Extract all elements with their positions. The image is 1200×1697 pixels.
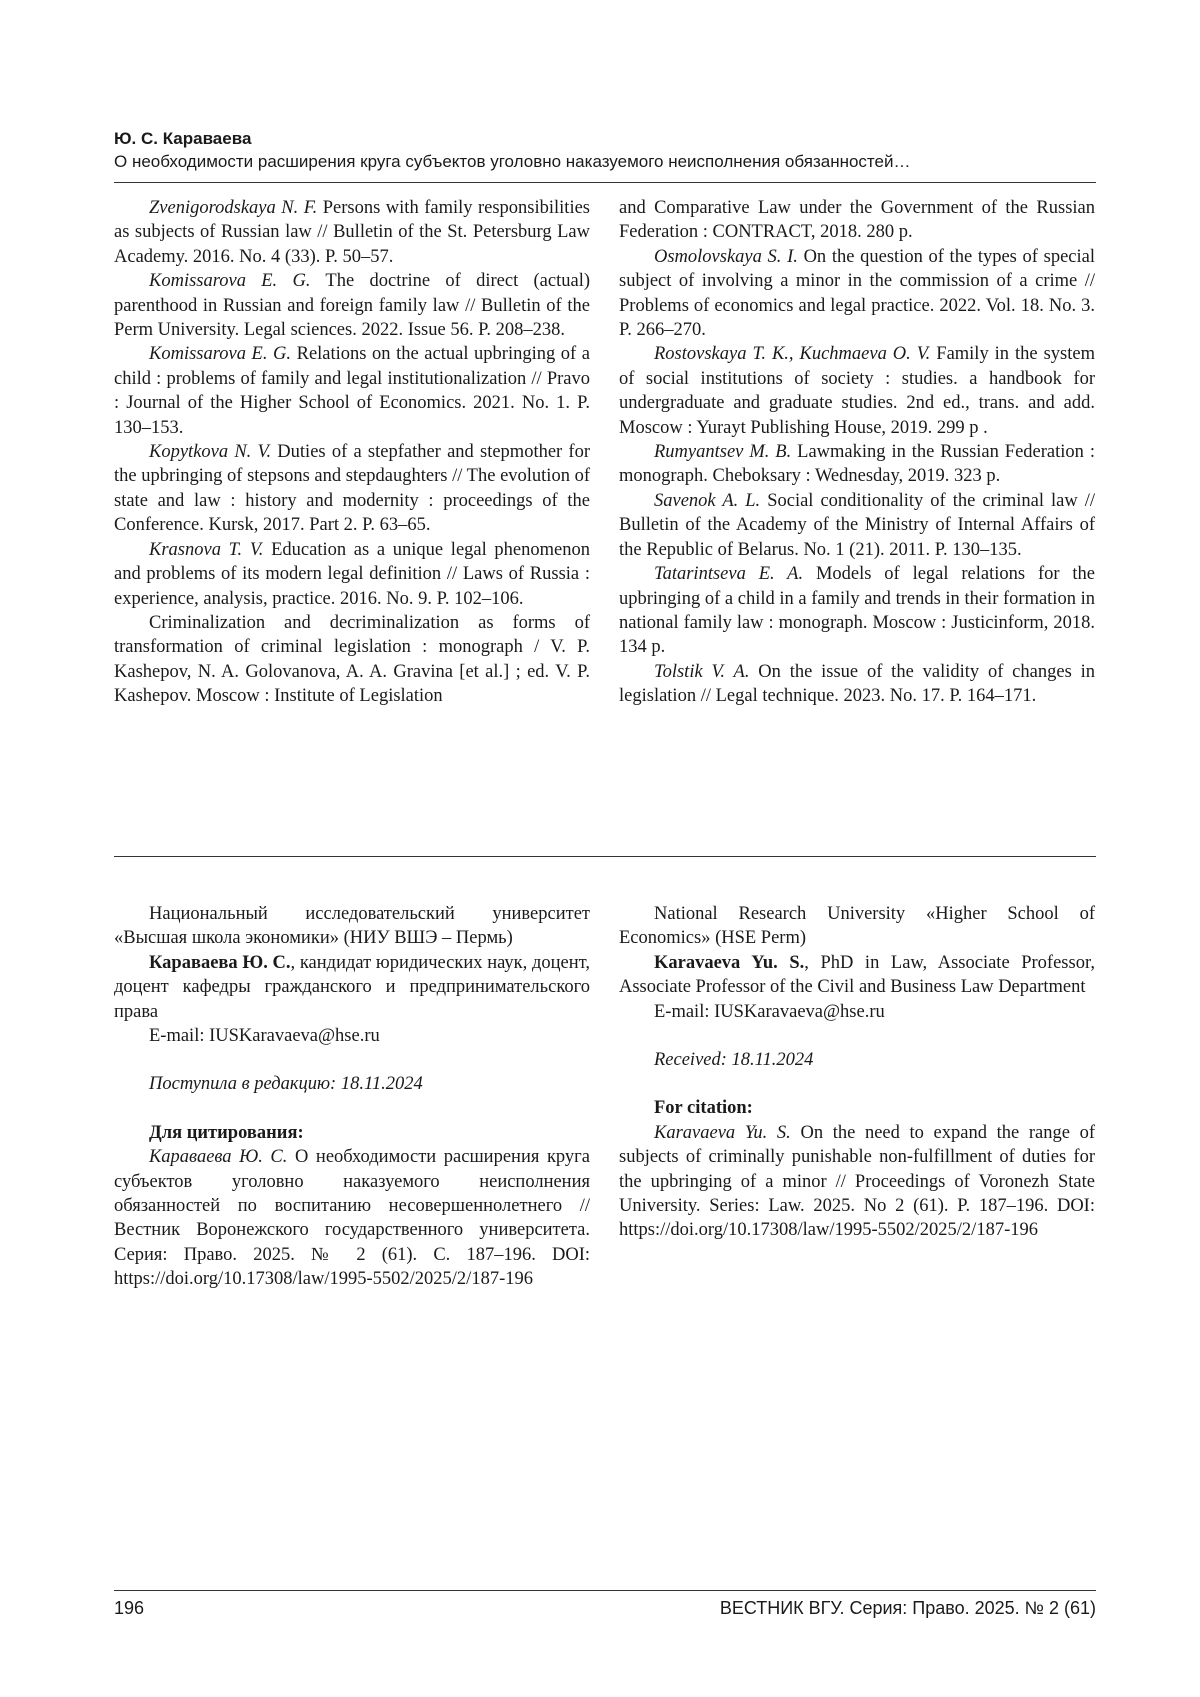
reference-author: Savenok A. L. [654,491,760,511]
reference-text: Models of legal relations for the upbringing of a child in a family and trends in their formation in national family law : monograph. Moscow : Justicinform, 2018. 134 p. [619,564,1095,657]
reference-text: On the issue of the validity of changes in legislation // Legal technique. 2023. No. 17. P. 164–171. [619,662,1095,706]
references-right-column [619,196,1095,709]
university-name: Национальный исследовательский университет «Высшая школа экономики» (НИУ ВШЭ – Пермь) [114,902,590,951]
citation-body: О необходимости расширения круга субъектов уголовно наказуемого неисполнения обязанностей по воспитанию несовершеннолетнего // Вестник Воронежского государственного университета. Серия: Право. 2025. № 2 (61). С. 187–196. DOI: https://doi.org/10.17308/law/1995-5502/2025/2/187-196 [114,1147,590,1289]
reference-text: Social conditionality of the criminal law // Bulletin of the Academy of the Ministry of Internal Affairs of the Republic of Belarus. No. 1 (21). 2011. P. 130–135. [619,491,1095,560]
reference-text: Relations on the actual upbringing of a child : problems of family and legal institutionalization // Pravo : Journal of the Higher School of Economics. 2021. No. 1. P. 130–153. [114,344,590,437]
citation-author: Караваева Ю. С. [149,1147,287,1167]
reference-text: Criminalization and decriminalization as forms of transformation of criminal legislation : monograph / V. P. Kashepov, N. A. Golovanova, A. A. Gravina [et al.] ; ed. V. P. Kashepov. Moscow : Institute of Legislation [114,613,590,706]
reference-item [114,196,590,269]
author-name: Karavaeva Yu. S. [654,953,804,973]
author-email: E-mail: IUSKaravaeva@hse.ru [619,1000,1095,1024]
page-number: 196 [114,1596,144,1620]
author-name: Караваева Ю. С. [149,953,291,973]
reference-text: Family in the system of social institutions of society : studies. a handbook for undergraduate and graduate studies. 2nd ed., trans. and add. Moscow : Yurayt Publishing House, 2019. 299 p . [619,344,1095,437]
citation-text [619,1121,1095,1243]
author-info-russian [114,902,590,1292]
running-head [114,128,1096,173]
citation-heading: Для цитирования: [114,1121,590,1145]
reference-item [619,562,1095,660]
journal-title: ВЕСТНИК ВГУ. Серия: Право. 2025. № 2 (61) [720,1596,1096,1620]
citation-author: Karavaeva Yu. S. [654,1123,791,1143]
university-name: National Research University «Higher School of Economics» (HSE Perm) [619,902,1095,951]
received-date: Received: 18.11.2024 [619,1048,1095,1072]
citation-text [114,1145,590,1291]
reference-author: Rostovskaya T. K., Kuchmaeva O. V. [654,344,930,364]
reference-author: Zvenigorodskaya N. F. [149,198,317,218]
reference-item [114,342,590,440]
reference-item [114,611,590,709]
reference-item [619,489,1095,562]
citation-body: On the need to expand the range of subjects of criminally punishable non-fulfillment of duties for the upbringing of a minor // Proceedings of Voronezh State University. Series: Law. 2025. No 2 (61). P. 187–196. DOI: https://doi.org/10.17308/law/1995-5502/2025/2/187-196 [619,1123,1095,1241]
references-left-column [114,196,590,709]
reference-author: Rumyantsev M. B. [654,442,791,462]
reference-text: Lawmaking in the Russian Federation : monograph. Cheboksary : Wednesday, 2019. 323 p. [619,442,1095,486]
reference-text: On the question of the types of special subject of involving a minor in the commission of a crime // Problems of economics and legal practice. 2022. Vol. 18. No. 3. P. 266–270. [619,247,1095,340]
author-details [114,951,590,1024]
author-email: E-mail: IUSKaravaeva@hse.ru [114,1024,590,1048]
reference-item [619,245,1095,343]
citation-heading: For citation: [619,1096,1095,1120]
received-date: Поступила в редакцию: 18.11.2024 [114,1072,590,1096]
reference-author: Osmolovskaya S. I. [654,247,798,267]
reference-author: Komissarova E. G. [149,344,291,364]
running-head-title: О необходимости расширения круга субъектов уголовно наказуемого неисполнения обязанностей… [114,150,1096,173]
reference-item [619,342,1095,440]
section-divider [114,856,1096,857]
author-details [619,951,1095,1000]
author-position: , кандидат юридических наук, доцент, доцент кафедры гражданского и предпринимательского права [114,953,590,1022]
reference-continuation: and Comparative Law under the Government of the Russian Federation : CONTRACT, 2018. 280 p. [619,196,1095,245]
reference-author: Kopytkova N. V. [149,442,271,462]
reference-item [619,440,1095,489]
reference-author: Tolstik V. A. [654,662,749,682]
reference-item [114,440,590,538]
author-position: , PhD in Law, Associate Professor, Associate Professor of the Civil and Business Law Department [619,953,1095,997]
reference-author: Tatarintseva E. A. [654,564,803,584]
reference-author: Krasnova T. V. [149,540,263,560]
reference-text: The doctrine of direct (actual) parenthood in Russian and foreign family law // Bulletin of the Perm University. Legal sciences. 2022. Issue 56. P. 208–238. [114,271,590,340]
header-divider [114,182,1096,183]
reference-item [114,538,590,611]
footer-divider [114,1590,1096,1591]
reference-item [114,269,590,342]
author-info-english [619,902,1095,1243]
reference-text: Persons with family responsibilities as subjects of Russian law // Bulletin of the St. Petersburg Law Academy. 2016. No. 4 (33). P. 50–57. [114,198,590,267]
reference-author: Komissarova E. G. [149,271,310,291]
reference-text: Education as a unique legal phenomenon and problems of its modern legal definition // Laws of Russia : experience, analysis, practice. 2016. No. 9. P. 102–106. [114,540,590,609]
running-head-author: Ю. С. Караваева [114,128,1096,150]
reference-item [619,660,1095,709]
reference-text: Duties of a stepfather and stepmother for the upbringing of stepsons and stepdaughters // The evolution of state and law : history and modernity : proceedings of the Conference. Kursk, 2017. Part 2. P. 63–65. [114,442,590,535]
